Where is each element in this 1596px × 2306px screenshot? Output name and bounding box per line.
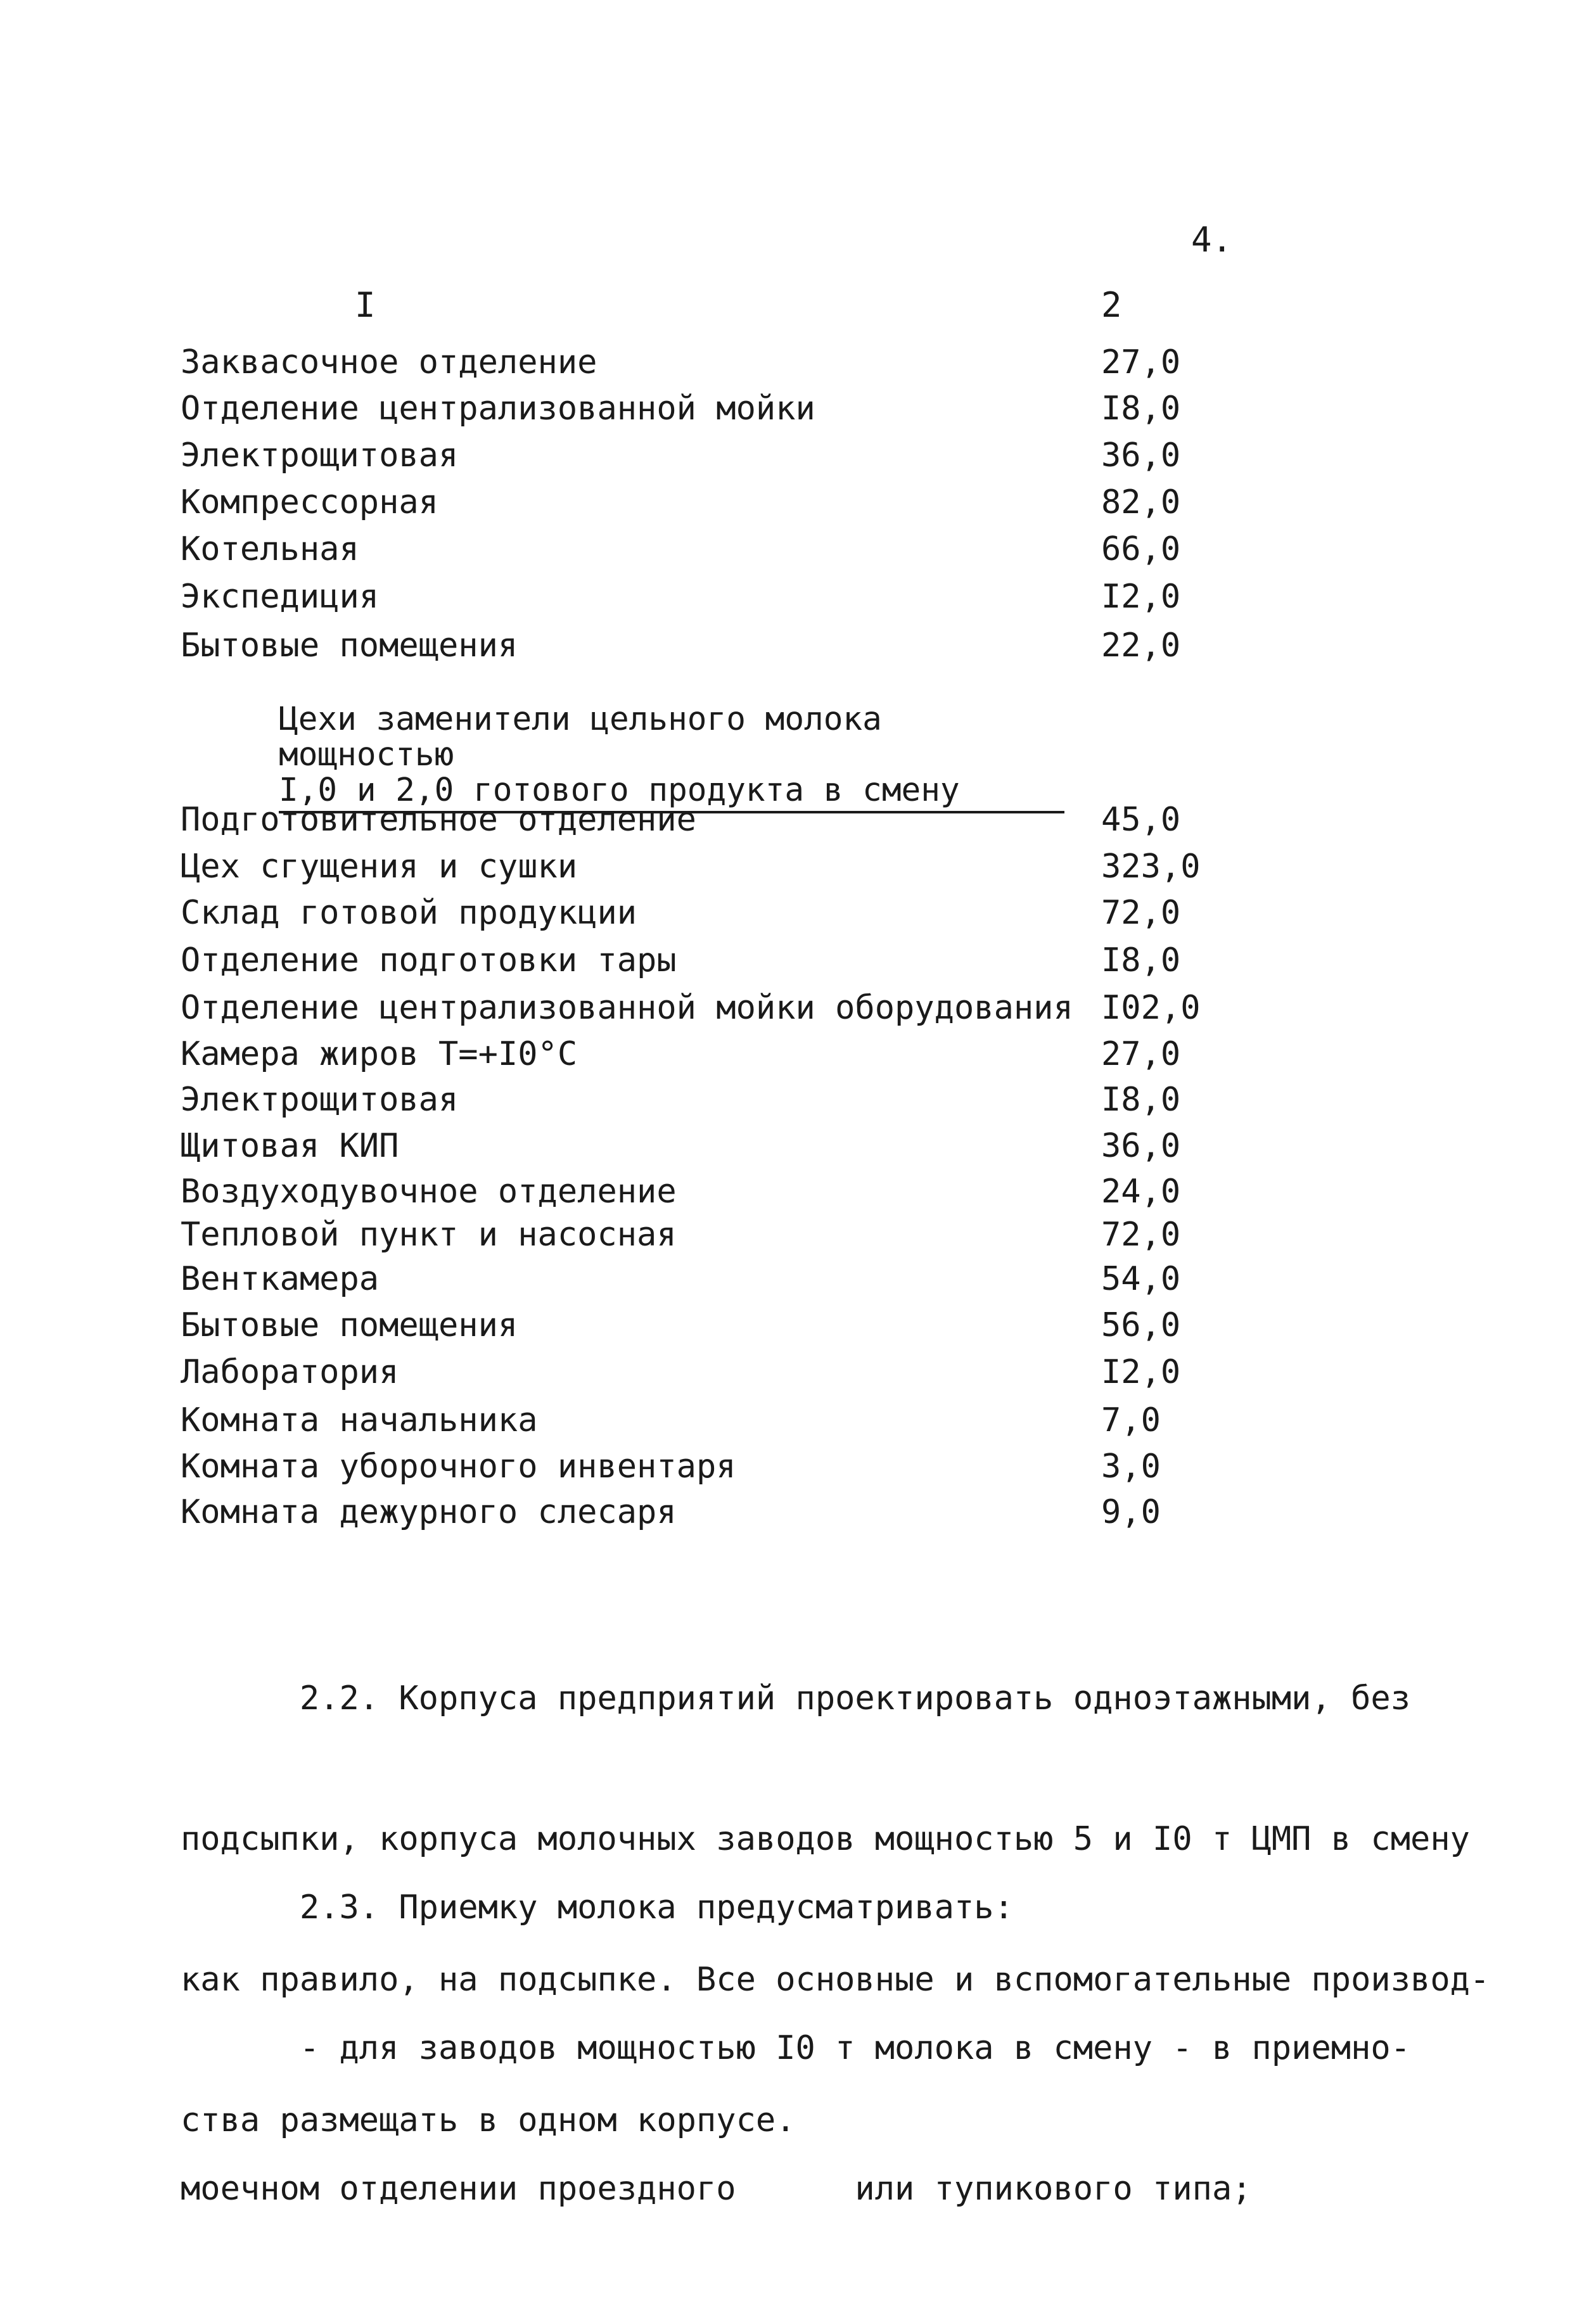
- room-area: 9,0: [1101, 1493, 1161, 1531]
- room-name: Комната начальника: [181, 1401, 538, 1439]
- room-name: Бытовые помещения: [181, 627, 518, 665]
- paragraph-line: подсыпки, корпуса молочных заводов мощностью 5 и I0 т ЦМП в смену: [181, 1820, 1470, 1858]
- paragraph-line: моечном отделении проездного или тупикового типа;: [181, 2170, 1252, 2208]
- table-row: [0, 1077, 1596, 1123]
- room-name: Тепловой пункт и насосная: [181, 1216, 677, 1254]
- table-row: [0, 386, 1596, 431]
- room-name: Отделение централизованной мойки: [181, 390, 815, 428]
- room-name: Отделение централизованной мойки оборудования: [181, 989, 1073, 1027]
- room-area: 82,0: [1101, 483, 1181, 521]
- paragraph-line: - для заводов мощностью I0 т молока в смену - в приемно-: [181, 2029, 1411, 2067]
- room-area: I8,0: [1101, 941, 1181, 979]
- table-row: [0, 938, 1596, 983]
- room-area: 66,0: [1101, 530, 1181, 568]
- table-row: [0, 1349, 1596, 1395]
- room-area: 7,0: [1101, 1401, 1161, 1439]
- table-row: [0, 1212, 1596, 1258]
- paragraph-2-3: [181, 1790, 1490, 2306]
- room-area: 72,0: [1101, 1216, 1181, 1254]
- room-area: 24,0: [1101, 1173, 1181, 1211]
- room-name: Отделение подготовки тары: [181, 941, 677, 979]
- room-area: 56,0: [1101, 1306, 1181, 1344]
- table-row: [0, 1256, 1596, 1302]
- table-row: [0, 844, 1596, 889]
- table-row: [0, 526, 1596, 572]
- table-row: [0, 1489, 1596, 1535]
- room-name: Электрощитовая: [181, 1081, 459, 1119]
- room-area: 72,0: [1101, 894, 1181, 932]
- room-name: Бытовые помещения: [181, 1306, 518, 1344]
- table-row: [0, 433, 1596, 478]
- room-area: 45,0: [1101, 801, 1181, 839]
- column-header-2: 2: [1101, 285, 1122, 325]
- room-area: 3,0: [1101, 1448, 1161, 1486]
- room-name: Щитовая КИП: [181, 1127, 399, 1165]
- room-name: Венткамера: [181, 1260, 380, 1298]
- room-area: 54,0: [1101, 1260, 1181, 1298]
- table-row: [0, 623, 1596, 668]
- table-row: [0, 1444, 1596, 1489]
- room-area: 27,0: [1101, 343, 1181, 381]
- paragraph-line: как правило, на подсыпке. Все основные и вспомогательные производ-: [181, 1961, 1490, 1999]
- table-row: [0, 340, 1596, 385]
- room-name: Комната уборочного инвентаря: [181, 1448, 736, 1486]
- paragraph-line: 2.3. Приемку молока предусматривать:: [181, 1889, 1014, 1927]
- room-area: 22,0: [1101, 627, 1181, 665]
- table-row: [0, 1303, 1596, 1348]
- room-name: Электрощитовая: [181, 436, 459, 475]
- room-name: Котельная: [181, 530, 359, 568]
- room-name: Цех сгущения и сушки: [181, 848, 578, 886]
- room-name: Камера жиров Т=+I0°С: [181, 1035, 578, 1073]
- room-name: Компрессорная: [181, 483, 438, 521]
- room-area: 27,0: [1101, 1035, 1181, 1073]
- paragraph-line: 2.2. Корпуса предприятий проектировать одноэтажными, без: [181, 1679, 1411, 1717]
- room-name: Подготовительное отделение: [181, 801, 696, 839]
- table-row: [0, 574, 1596, 620]
- table-row: [0, 1398, 1596, 1443]
- table-row: [0, 1123, 1596, 1169]
- room-area: I8,0: [1101, 1081, 1181, 1119]
- room-area: 36,0: [1101, 1127, 1181, 1165]
- room-name: Экспедиция: [181, 578, 380, 616]
- column-header-1: I: [355, 285, 376, 325]
- page-number: 4.: [1191, 220, 1233, 260]
- section-heading-line-1: Цехи заменители цельного молока мощностью: [279, 701, 882, 774]
- paragraph-line: ства размещать в одном корпусе.: [181, 2101, 796, 2139]
- room-name: Воздуходувочное отделение: [181, 1173, 677, 1211]
- room-area: I2,0: [1101, 1353, 1181, 1391]
- room-name: Лаборатория: [181, 1353, 399, 1391]
- room-name: Склад готовой продукции: [181, 894, 637, 932]
- room-area: I02,0: [1101, 989, 1201, 1027]
- room-name: Заквасочное отделение: [181, 343, 597, 381]
- table-row: [0, 1031, 1596, 1077]
- table-row: [0, 1169, 1596, 1214]
- room-area: 36,0: [1101, 436, 1181, 475]
- room-area: I8,0: [1101, 390, 1181, 428]
- table-row: [0, 797, 1596, 843]
- section-heading-line-2: I,0 и 2,0 готового продукта в смену: [279, 773, 1064, 813]
- table-row: [0, 480, 1596, 525]
- room-area: 323,0: [1101, 848, 1201, 886]
- table-row: [0, 985, 1596, 1031]
- room-area: I2,0: [1101, 578, 1181, 616]
- table-row: [0, 890, 1596, 936]
- room-name: Комната дежурного слесаря: [181, 1493, 677, 1531]
